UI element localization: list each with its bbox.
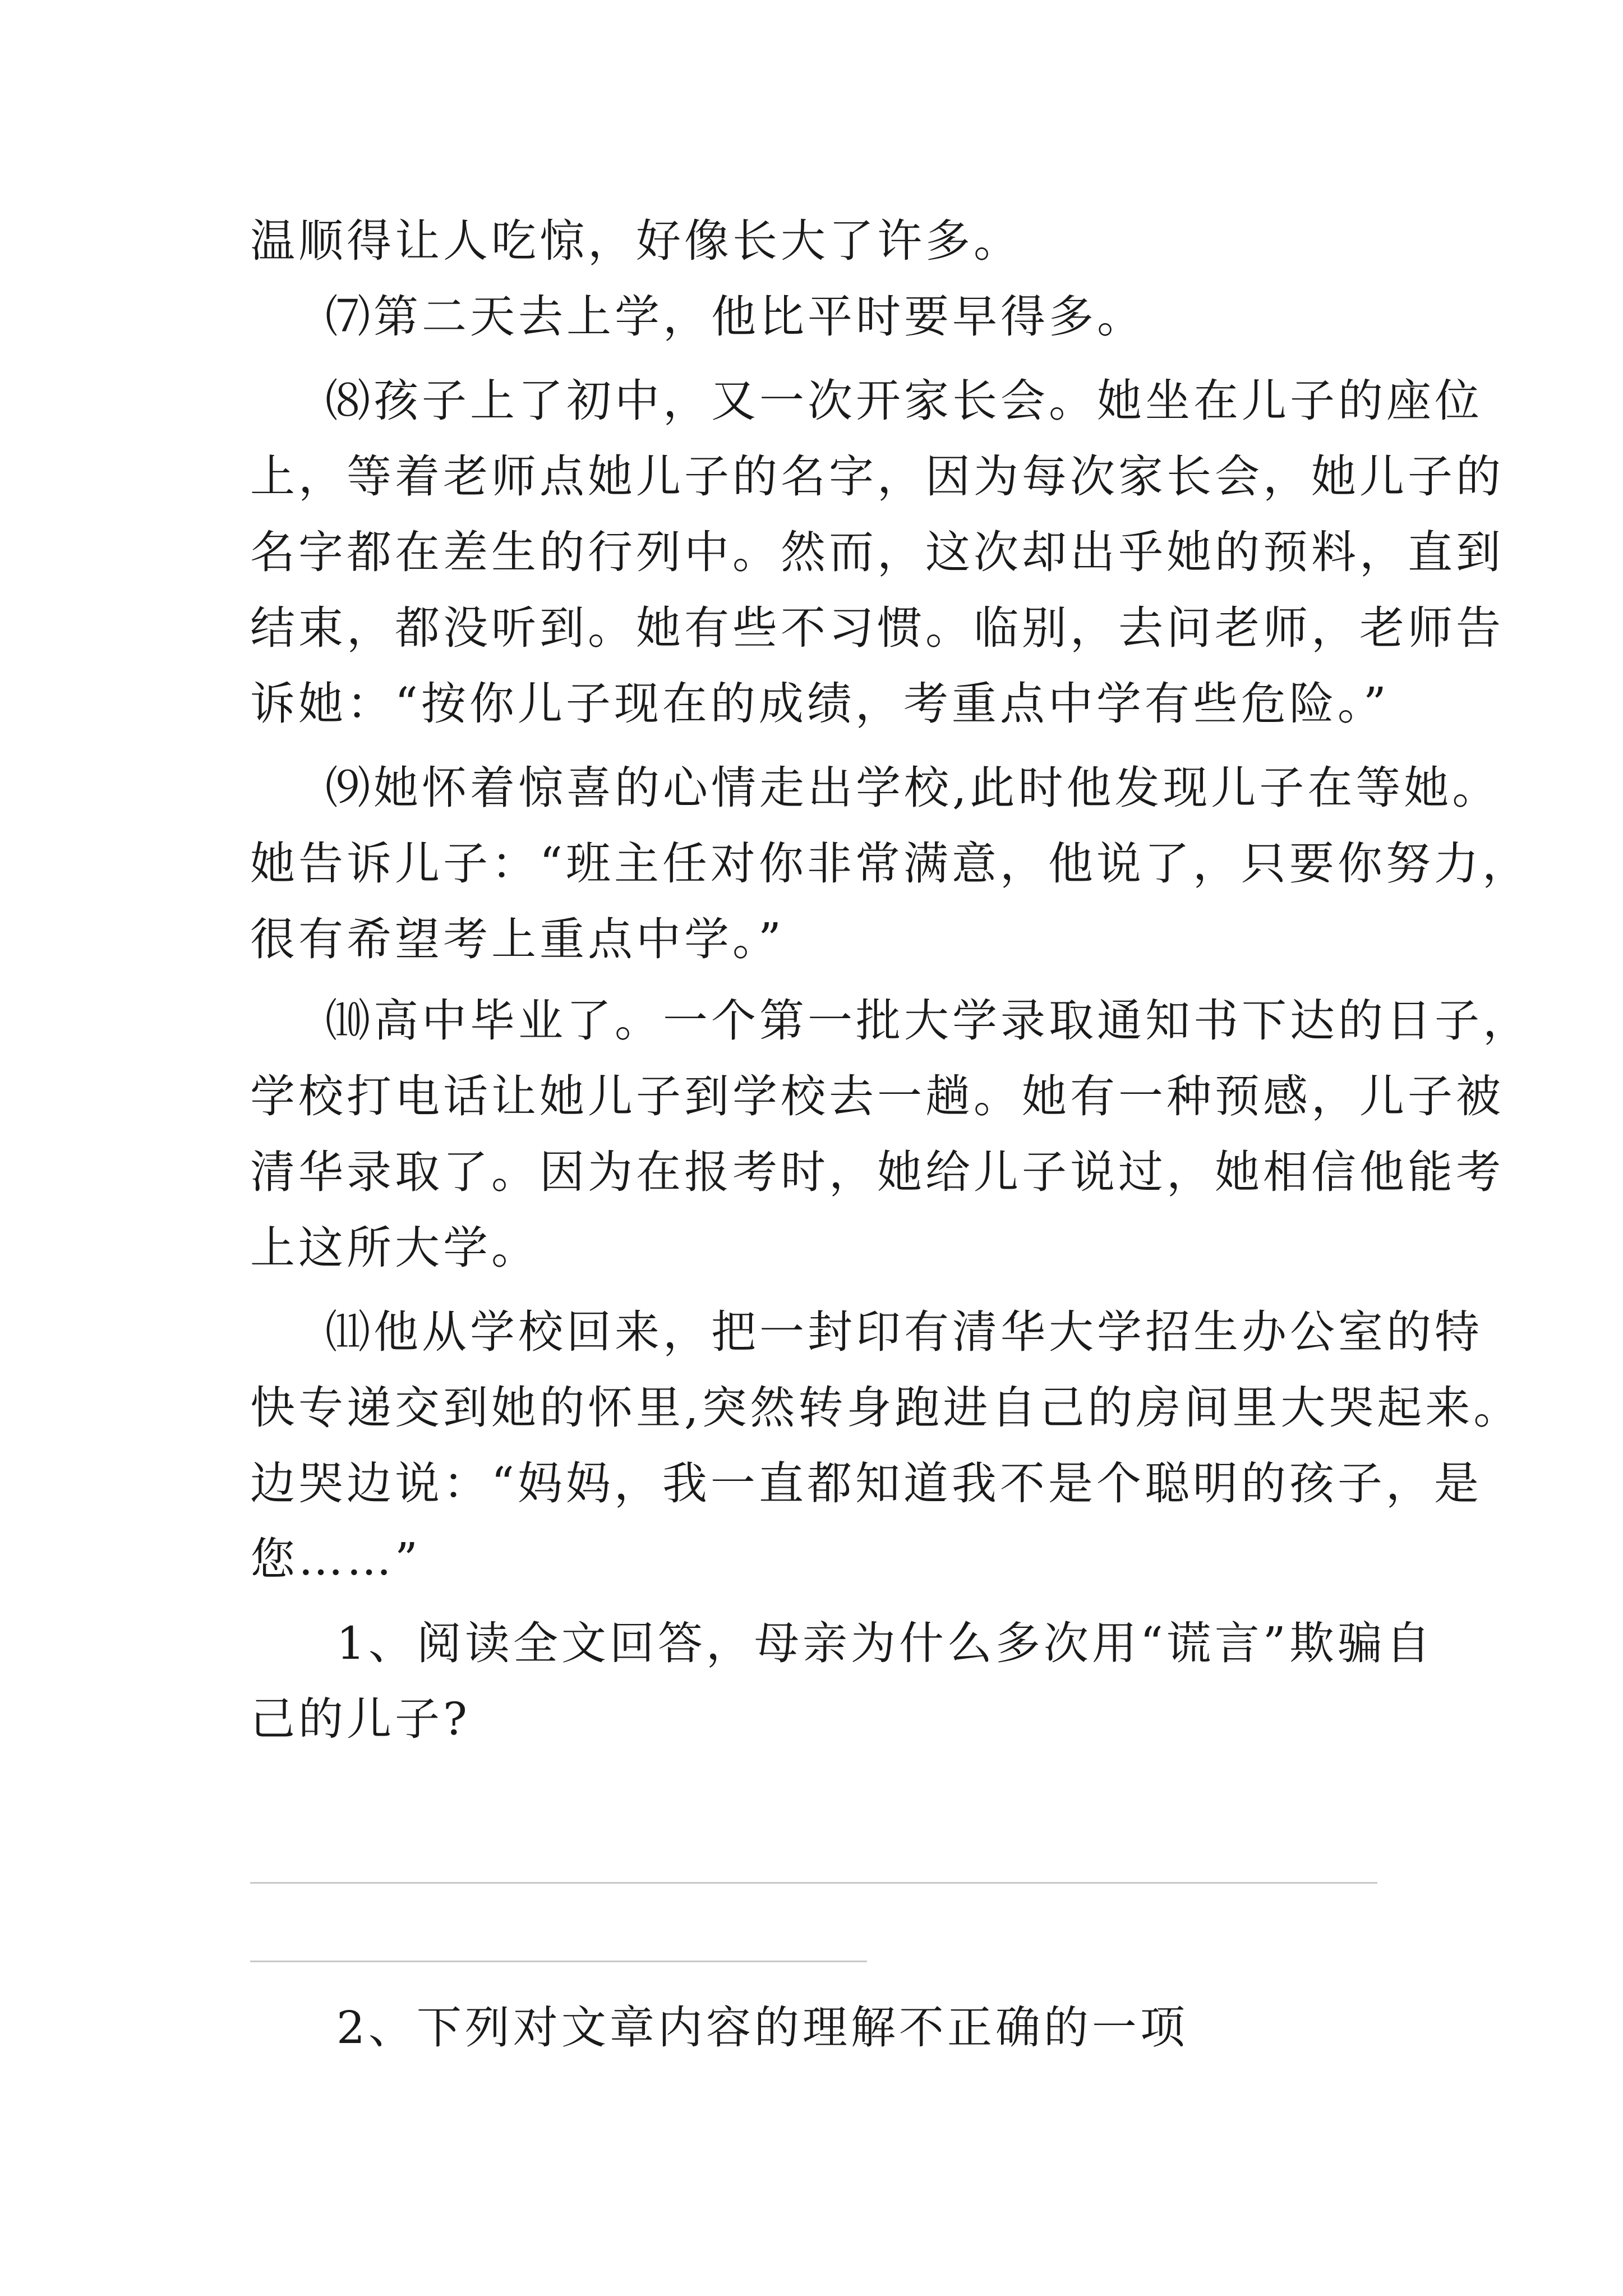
paragraph-11-line-4: 您……” (250, 1533, 421, 1585)
paragraph-6-continuation: 温顺得让人吃惊，好像长大了许多。 (250, 215, 1022, 267)
paragraph-10-line-2: 学校打电话让她儿子到学校去一趟。她有一种预感，儿子被 (250, 1070, 1504, 1122)
paragraph-9-line-2: 她告诉儿子：“班主任对你非常满意，他说了，只要你努力， (250, 838, 1530, 890)
paragraph-8-line-5: 诉她：“按你儿子现在的成绩，考重点中学有些危险。” (250, 678, 1390, 730)
question-2: 2、下列对文章内容的理解不正确的一项 (336, 2001, 1188, 2054)
paragraph-8-line-4: 结束，都没听到。她有些不习惯。临别，去问老师，老师告 (250, 602, 1504, 654)
paragraph-9-line-3: 很有希望考上重点中学。” (250, 913, 785, 965)
paragraph-11-line-1: ⑾他从学校回来，把一封印有清华大学招生办公室的特 (325, 1306, 1483, 1358)
paragraph-7: ⑺第二天去上学，他比平时要早得多。 (325, 291, 1145, 343)
answer-line-2 (250, 1961, 867, 1962)
paragraph-8-line-3: 名字都在差生的行列中。然而，这次却出乎她的预料，直到 (250, 526, 1504, 578)
answer-line-1 (250, 1882, 1377, 1884)
paragraph-8-line-1: ⑻孩子上了初中，又一次开家长会。她坐在儿子的座位 (325, 375, 1483, 427)
paragraph-11-line-2: 快专递交到她的怀里,突然转身跑进自己的房间里大哭起来。 (250, 1382, 1522, 1434)
paragraph-9-line-1: ⑼她怀着惊喜的心情走出学校,此时他发现儿子在等她。 (325, 762, 1501, 814)
paragraph-10-line-4: 上这所大学。 (250, 1222, 540, 1274)
question-1-line-2: 己的儿子? (250, 1693, 471, 1745)
paragraph-10-line-1: ⑽高中毕业了。一个第一批大学录取通知书下达的日子， (325, 995, 1531, 1047)
question-1-line-1: 1、阅读全文回答，母亲为什么多次用“谎言”欺骗自 (336, 1617, 1434, 1669)
paragraph-8-line-2: 上，等着老师点她儿子的名字，因为每次家长会，她儿子的 (250, 450, 1504, 503)
paragraph-10-line-3: 清华录取了。因为在报考时，她给儿子说过，她相信他能考 (250, 1146, 1504, 1198)
paragraph-11-line-3: 边哭边说：“妈妈，我一直都知道我不是个聪明的孩子，是 (250, 1457, 1482, 1510)
